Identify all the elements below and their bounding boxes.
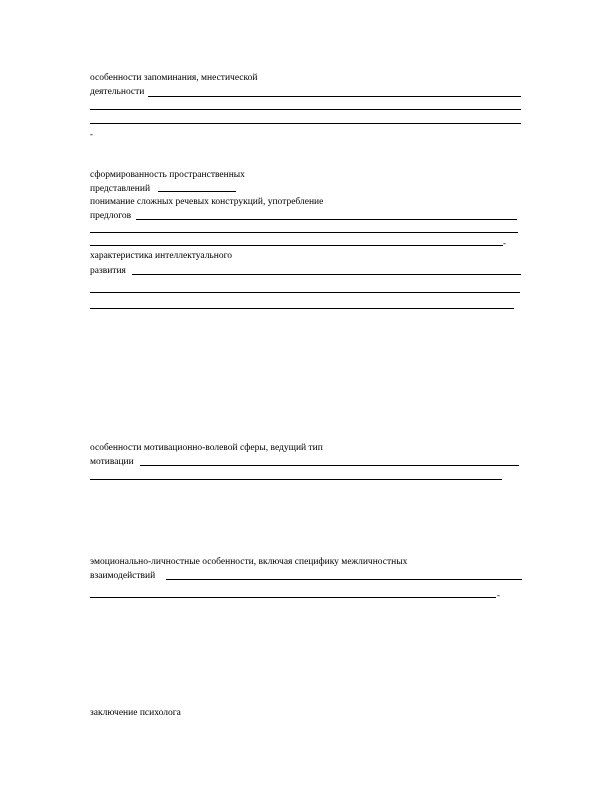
memory-answer-line-2[interactable]	[90, 109, 521, 110]
speech-answer-line-2[interactable]	[90, 232, 518, 233]
motivation-answer-line-2[interactable]	[90, 479, 502, 480]
memory-answer-line-1[interactable]	[148, 96, 521, 97]
motivation-answer-line-1[interactable]	[140, 465, 519, 466]
memory-answer-line-3[interactable]	[90, 123, 521, 124]
emotional-label-line2: взаимодействий	[90, 571, 156, 581]
speech-label-line1: понимание сложных речевых конструкций, употребление	[90, 197, 324, 207]
memory-end-mark: -	[90, 129, 93, 139]
speech-end-mark: -	[503, 238, 506, 248]
memory-label-line1: особенности запоминания, мнестической	[90, 73, 258, 83]
spatial-answer-line[interactable]	[158, 191, 236, 192]
intellect-answer-line-1[interactable]	[132, 274, 521, 275]
speech-label-line2: предлогов	[90, 211, 132, 221]
memory-label-line2: деятельности	[90, 87, 145, 97]
speech-answer-line-1[interactable]	[136, 219, 517, 220]
spatial-label-line2: представлений	[90, 184, 151, 194]
intellect-answer-line-2[interactable]	[90, 292, 520, 293]
conclusion-label: заключение психолога	[90, 708, 181, 718]
motivation-label-line2: мотивации	[90, 457, 134, 467]
speech-answer-line-3[interactable]	[90, 245, 503, 246]
emotional-answer-line-1[interactable]	[166, 579, 522, 580]
spatial-label-line1: сформированность пространственных	[90, 170, 245, 180]
emotional-answer-line-2[interactable]	[90, 597, 496, 598]
intellect-answer-line-3[interactable]	[90, 308, 514, 309]
emotional-label-line1: эмоционально-личностные особенности, включая специфику межличностных	[90, 557, 408, 567]
intellect-label-line1: характеристика интеллектуального	[90, 251, 233, 261]
intellect-label-line2: развития	[90, 266, 126, 276]
emotional-end-mark: -	[497, 590, 500, 600]
motivation-label-line1: особенности мотивационно-волевой сферы, ведущий тип	[90, 443, 323, 453]
